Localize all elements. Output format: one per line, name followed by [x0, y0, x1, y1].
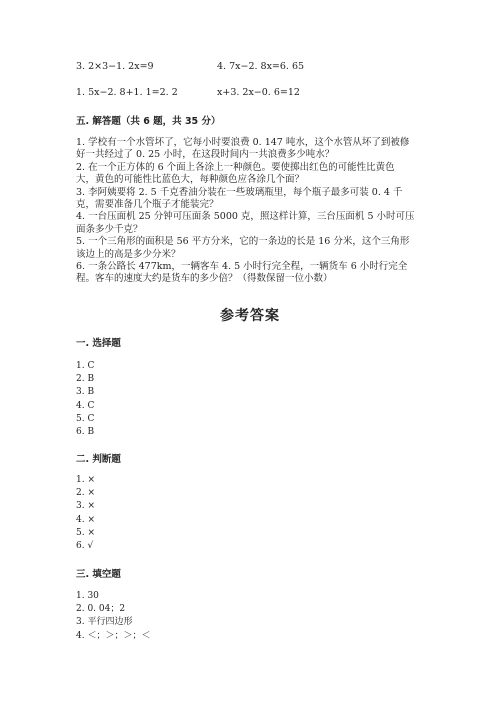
answer-section-heading: 三. 填空题: [76, 569, 121, 580]
answer-item: 1. ×: [76, 475, 95, 485]
answer-item: 5. C: [76, 413, 95, 424]
answers-title: 参考答案: [220, 308, 280, 324]
equation-4: 4. 7x−2. 8x=6. 65: [217, 61, 305, 72]
problem-line: 程。客车的速度大约是货车的多少倍？（得数保留一位小数）: [76, 273, 333, 285]
answer-item: 4. C: [76, 400, 95, 411]
answer-item: 3. B: [76, 387, 95, 398]
problem-item: [76, 261, 415, 286]
answer-item: 3. 平行四边形: [76, 617, 133, 628]
problem-line: 好一共经过了 0. 25 小时，在这段时间内一共浪费多少吨水？: [76, 149, 335, 161]
equation-3: 3. 2×3−1. 2x=9: [76, 61, 154, 72]
answer-item: 2. 0. 04；2: [76, 604, 126, 615]
problem-item: [76, 236, 415, 261]
answer-item: 6. B: [76, 427, 95, 438]
answer-item: 4. ×: [76, 514, 95, 525]
problem-list: [76, 137, 415, 286]
answer-item: 5. ×: [76, 527, 95, 538]
problem-line: 面条多少千克？: [76, 223, 143, 235]
answer-list: [76, 590, 150, 643]
answer-item: 6. √: [76, 541, 94, 552]
problem-item: [76, 162, 415, 187]
problem-line: 大，黄色的可能性比蓝色大，每种颜色应各涂几个面？: [76, 174, 305, 186]
answer-list: [76, 474, 95, 553]
problem-item: [76, 211, 415, 236]
answer-section-heading: 二. 判断题: [76, 454, 121, 465]
answer-item: 2. B: [76, 374, 95, 385]
section-heading-solutions: 五. 解答题（共 6 题，共 35 分）: [76, 116, 221, 127]
answer-section-heading: 一. 选择题: [76, 338, 121, 349]
answer-item: 1. C: [76, 361, 95, 371]
problem-line: 2. 在一个正方体的 6 个面上各涂上一种颜色。要使掷出红色的可能性比黄色: [76, 161, 395, 173]
problem-item: [76, 137, 415, 162]
equation-1: 1. 5x−2. 8+1. 1=2. 2: [76, 87, 178, 98]
equation-2: x+3. 2x−0. 6=12: [217, 87, 300, 98]
answer-item: 2. ×: [76, 488, 95, 499]
problem-line: 6. 一条公路长 477km，一辆客车 4. 5 小时行完全程，一辆货车 6 小时行完全: [76, 261, 408, 273]
answer-item: 1. 30: [76, 591, 99, 601]
problem-item: [76, 187, 415, 212]
answer-list: [76, 360, 94, 439]
answer-item: 4. ＜；＞；＞；＜: [76, 630, 151, 641]
problem-line: 5. 一个三角形的面积是 56 平方分米，它的一条边的长是 16 分米，这个三角形: [76, 236, 410, 248]
problem-line: 1. 学校有一个水管坏了，它每小时要浪费 0. 147 吨水，这个水管从坏了到被修: [76, 137, 410, 148]
problem-line: 4. 一台压面机 25 分钟可压面条 5000 克，照这样计算，三台压面机 5 小时可压: [76, 211, 415, 223]
problem-line: 该边上的高是多少分米？: [76, 248, 181, 260]
problem-line: 3. 李阿姨要将 2. 5 千克香油分装在一些玻璃瓶里，每个瓶子最多可装 0. 4 千: [76, 186, 403, 198]
problem-line: 克，需要准备几个瓶子才能装完？: [76, 199, 219, 211]
answer-item: 3. ×: [76, 501, 95, 512]
